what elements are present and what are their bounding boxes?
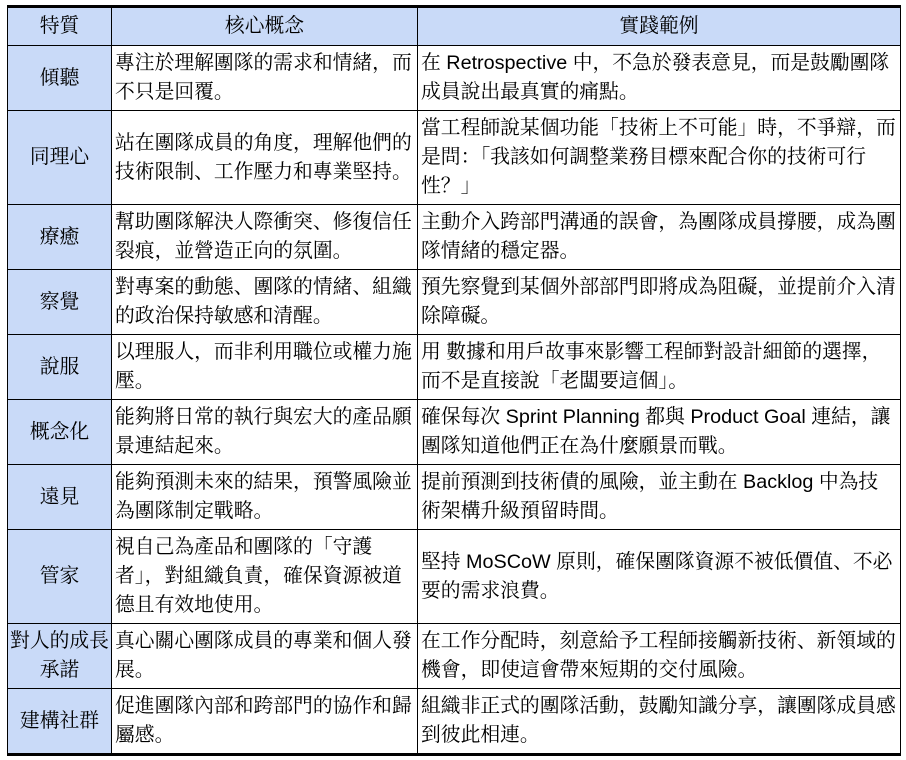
core-concept-cell: 真心關心團隊成員的專業和個人發展。 xyxy=(112,624,418,689)
practice-example-cell: 在工作分配時，刻意給予工程師接觸新技術、新領域的機會，即使這會帶來短期的交付風險。 xyxy=(418,624,901,689)
table-row xyxy=(8,689,901,755)
servant-leadership-traits-table xyxy=(7,5,901,756)
table-row xyxy=(8,335,901,400)
trait-cell: 管家 xyxy=(8,530,112,624)
practice-example-cell: 確保每次 Sprint Planning 都與 Product Goal 連結，讓團隊知道他們正在為什麼願景而戰。 xyxy=(418,400,901,465)
table-row xyxy=(8,400,901,465)
practice-example-cell: 提前預測到技術債的風險，並主動在 Backlog 中為技術架構升級預留時間。 xyxy=(418,465,901,530)
table-body xyxy=(8,46,901,755)
trait-cell: 說服 xyxy=(8,335,112,400)
core-concept-cell: 視自己為產品和團隊的「守護者」，對組織負責，確保資源被道德且有效地使用。 xyxy=(112,530,418,624)
core-concept-cell: 促進團隊內部和跨部門的協作和歸屬感。 xyxy=(112,689,418,755)
trait-cell: 察覺 xyxy=(8,270,112,335)
table-row xyxy=(8,205,901,270)
column-header-practice-example: 實踐範例 xyxy=(418,7,901,46)
table-row xyxy=(8,530,901,624)
column-header-trait: 特質 xyxy=(8,7,112,46)
practice-example-cell: 堅持 MoSCoW 原則，確保團隊資源不被低價值、不必要的需求浪費。 xyxy=(418,530,901,624)
core-concept-cell: 能夠預測未來的結果，預警風險並為團隊制定戰略。 xyxy=(112,465,418,530)
core-concept-cell: 對專案的動態、團隊的情緒、組織的政治保持敏感和清醒。 xyxy=(112,270,418,335)
core-concept-cell: 能夠將日常的執行與宏大的產品願景連結起來。 xyxy=(112,400,418,465)
core-concept-cell: 幫助團隊解決人際衝突、修復信任裂痕，並營造正向的氛圍。 xyxy=(112,205,418,270)
trait-cell: 同理心 xyxy=(8,111,112,205)
table-row xyxy=(8,465,901,530)
table-row xyxy=(8,270,901,335)
column-header-core-concept: 核心概念 xyxy=(112,7,418,46)
table-row xyxy=(8,624,901,689)
header-row xyxy=(8,7,901,46)
table-row xyxy=(8,111,901,205)
core-concept-cell: 站在團隊成員的角度，理解他們的技術限制、工作壓力和專業堅持。 xyxy=(112,111,418,205)
practice-example-cell: 當工程師說某個功能「技術上不可能」時，不爭辯，而是問：「我該如何調整業務目標來配合你的技術可行性？」 xyxy=(418,111,901,205)
practice-example-cell: 在 Retrospective 中，不急於發表意見，而是鼓勵團隊成員說出最真實的痛點。 xyxy=(418,46,901,111)
core-concept-cell: 以理服人，而非利用職位或權力施壓。 xyxy=(112,335,418,400)
trait-cell: 概念化 xyxy=(8,400,112,465)
trait-cell: 對人的成長承諾 xyxy=(8,624,112,689)
trait-cell: 傾聽 xyxy=(8,46,112,111)
practice-example-cell: 組織非正式的團隊活動，鼓勵知識分享，讓團隊成員感到彼此相連。 xyxy=(418,689,901,755)
trait-cell: 建構社群 xyxy=(8,689,112,755)
practice-example-cell: 預先察覺到某個外部部門即將成為阻礙，並提前介入清除障礙。 xyxy=(418,270,901,335)
core-concept-cell: 專注於理解團隊的需求和情緒，而不只是回覆。 xyxy=(112,46,418,111)
practice-example-cell: 主動介入跨部門溝通的誤會，為團隊成員撐腰，成為團隊情緒的穩定器。 xyxy=(418,205,901,270)
trait-cell: 遠見 xyxy=(8,465,112,530)
trait-cell: 療癒 xyxy=(8,205,112,270)
table-row xyxy=(8,46,901,111)
practice-example-cell: 用 數據和用戶故事來影響工程師對設計細節的選擇，而不是直接說「老闆要這個」。 xyxy=(418,335,901,400)
